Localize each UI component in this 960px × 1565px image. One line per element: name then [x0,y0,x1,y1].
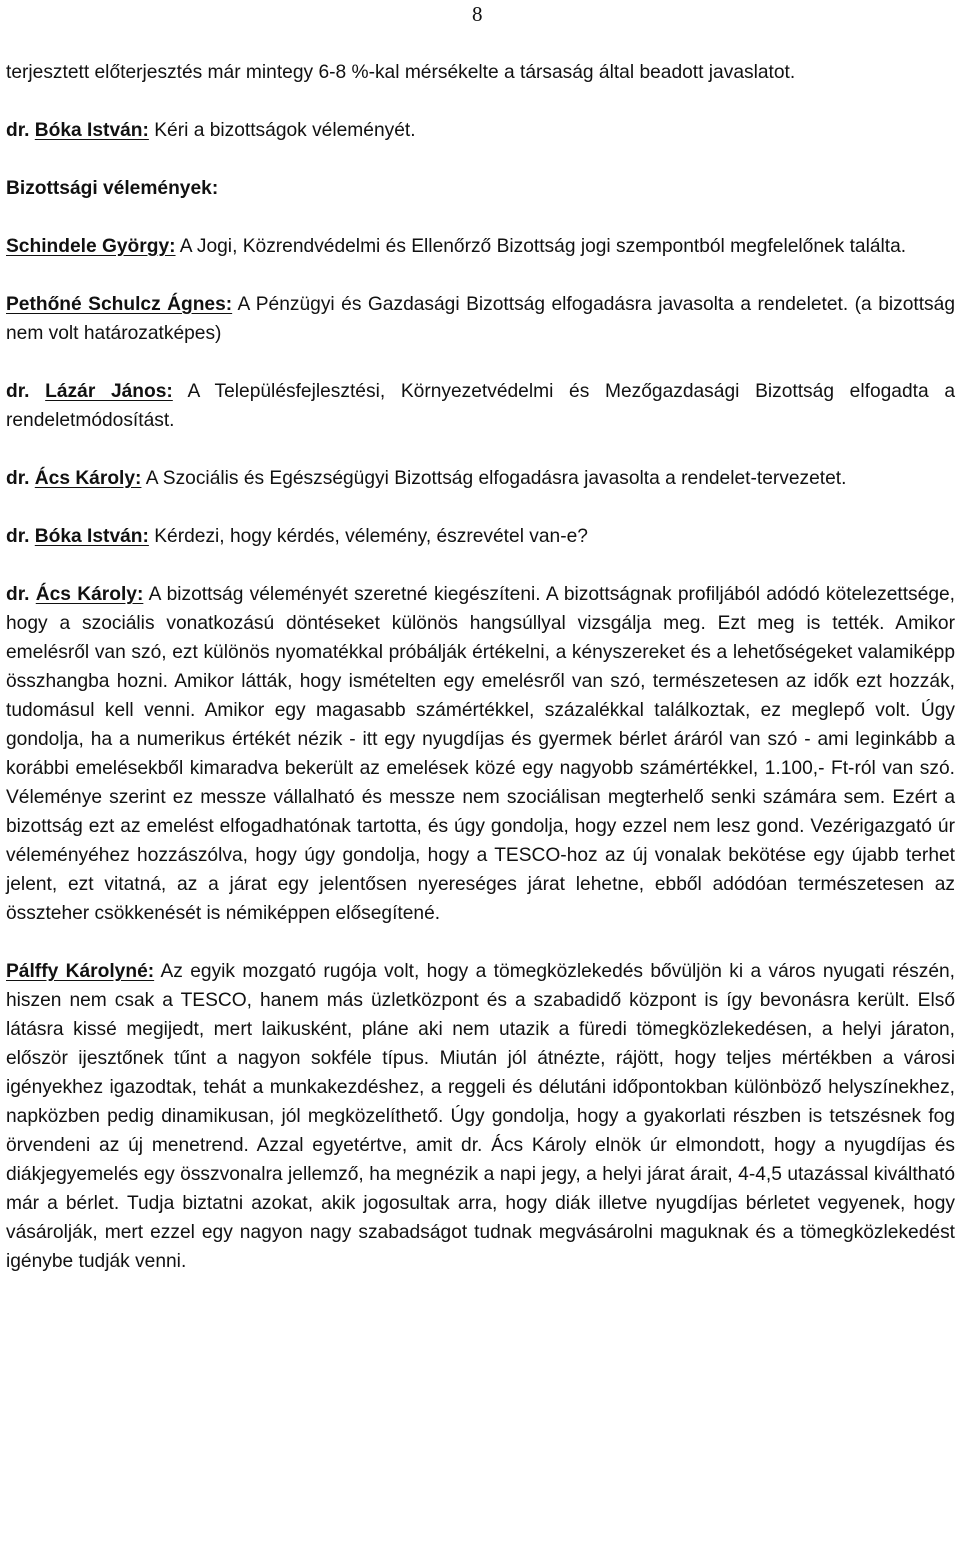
paragraph-schindele [6,232,955,261]
speaker-prefix: dr. [6,468,35,489]
section-heading: Bizottsági vélemények: [6,178,219,199]
paragraph-text: A Településfejlesztési, Környezetvédelmi és Mezőgazdasági Bizottság elfogadta a rendeletmódosítást. [6,381,955,431]
speaker-prefix: dr. [6,381,46,402]
speaker-prefix: dr. [6,120,35,141]
speaker-prefix: dr. [6,584,36,605]
paragraph-pethone [6,290,955,348]
paragraph-continuation [6,58,955,87]
paragraph-text: A Szociális és Egészségügyi Bizottság elfogadásra javasolta a rendelet-tervezetet. [141,468,847,489]
paragraph-acs-2 [6,580,955,928]
speaker-name: Ács Károly: [35,584,144,605]
paragraph-text: A Jogi, Közrendvédelmi és Ellenőrző Bizottság jogi szempontból megfelelőnek találta. [175,236,907,257]
paragraph-boka-2 [6,522,955,551]
speaker-name: Lázár János: [45,381,173,402]
speaker-name: Bóka István: [34,120,149,141]
paragraph-lazar [6,377,955,435]
paragraph-text: A Pénzügyi és Gazdasági Bizottság elfogadásra javasolta a rendeletet. (a bizottság nem volt határozatképes) [6,294,955,344]
speaker-name: Pálffy Károlyné: [6,961,155,982]
paragraph-text: Az egyik mozgató rugója volt, hogy a tömegközlekedés bővüljön ki a város nyugati részén, hiszen nem csak a TESCO, hanem más üzletközpont és a szabadidő központ is így bevonásra került. Első látásra kissé megijedt, mert laikusként, pláne aki nem utazik a füredi tömegközlekedésen, a helyi járaton, először ijesztőnek tűnt a nagyon sokféle típus. Miután jól átnézte, rájött, hogy teljes mértékben a városi igényekhez igazodtak, tehát a munkakezdéshez, a reggeli és délutáni időpontokban különböző helyszínekhez, napközben pedig dinamikusan, jól megközelíthető. Úgy gondolja, hogy a gyakorlati részben is tetszésnek fog örvendeni az új menetrend. Azzal egyetértve, amit dr. Ács Károly elnök úr elmondott, hogy a nyugdíjas és diákjegyemelés egy összvonalra jellemző, ha megnézik a napi jegy, a helyi járat árait, 4-4,5 utazással kiváltható már a bérlet. Tudja biztatni azokat, akik jogosultak arra, hogy diák illetve nyugdíjas bérletet vegyenek, hogy vásárolják, mert ezzel egy nagyon nagy szabadságot tudnak megvásárolni maguknak és a tömegközlekedést igénybe tudják venni. [6,961,955,1272]
paragraph-text: Kéri a bizottságok véleményét. [148,120,416,141]
speaker-name: Pethőné Schulcz Ágnes: [6,294,233,315]
paragraph-text: terjesztett előterjesztés már mintegy 6-8 %-kal mérsékelte a társaság által beadott javaslatot. [6,62,796,83]
paragraph-text: A bizottság véleményét szeretné kiegészíteni. A bizottságnak profiljából adódó kötelezettsége, hogy a szociális vonatkozású döntéseket különös hangsúllyal vizsgálja meg. Ezt meg is tették. Amikor emelésről van szó, ezt különös nyomatékkal próbálják értékelni, a kényszereket és a lehetőségeket valamiképp összhangba hozni. Amikor látták, hogy ismételten egy emelésről van szó, természetesen az idők ezt hozzák, tudomásul kell venni. Amikor egy magasabb számértékkel, százalékkal találkoztak, ez meglepő volt. Úgy gondolja, ha a numerikus értékét nézik - itt egy nyugdíjas és gyermek bérlet áráról van szó - ami leginkább a korábbi emelésekből kimaradva bekerült az emelések közé egy nagyobb számértékkel, 1.100,- Ft-ról van szó. Véleménye szerint ez messze vállalható és messze nem szociálisan megterhelő senki számára sem. Ezért a bizottság ezt az emelést elfogadhatónak tartotta, és úgy gondolja, hogy ezzel nem lesz gond. Vezérigazgató úr véleményéhez hozzászólva, hogy úgy gondolja, hogy a TESCO-hoz az új vonalak bekötése egy újabb terhet jelent, ezt vitatná, az a járat egy jelentősen nyereséges járat lehetne, ebből adódóan természetesen az összteher csökkenését is némiképpen elősegítené. [6,584,955,924]
paragraph-text: Kérdezi, hogy kérdés, vélemény, észrevétel van-e? [148,526,588,547]
paragraph-palffy [6,957,955,1276]
paragraph-boka-1 [6,116,955,145]
document-body [6,58,955,1276]
paragraph-acs-1 [6,464,955,493]
speaker-name: Bóka István: [34,526,149,547]
speaker-name: Ács Károly: [34,468,142,489]
page-number: 8 [472,2,483,26]
speaker-name: Schindele György: [6,236,176,257]
speaker-prefix: dr. [6,526,35,547]
